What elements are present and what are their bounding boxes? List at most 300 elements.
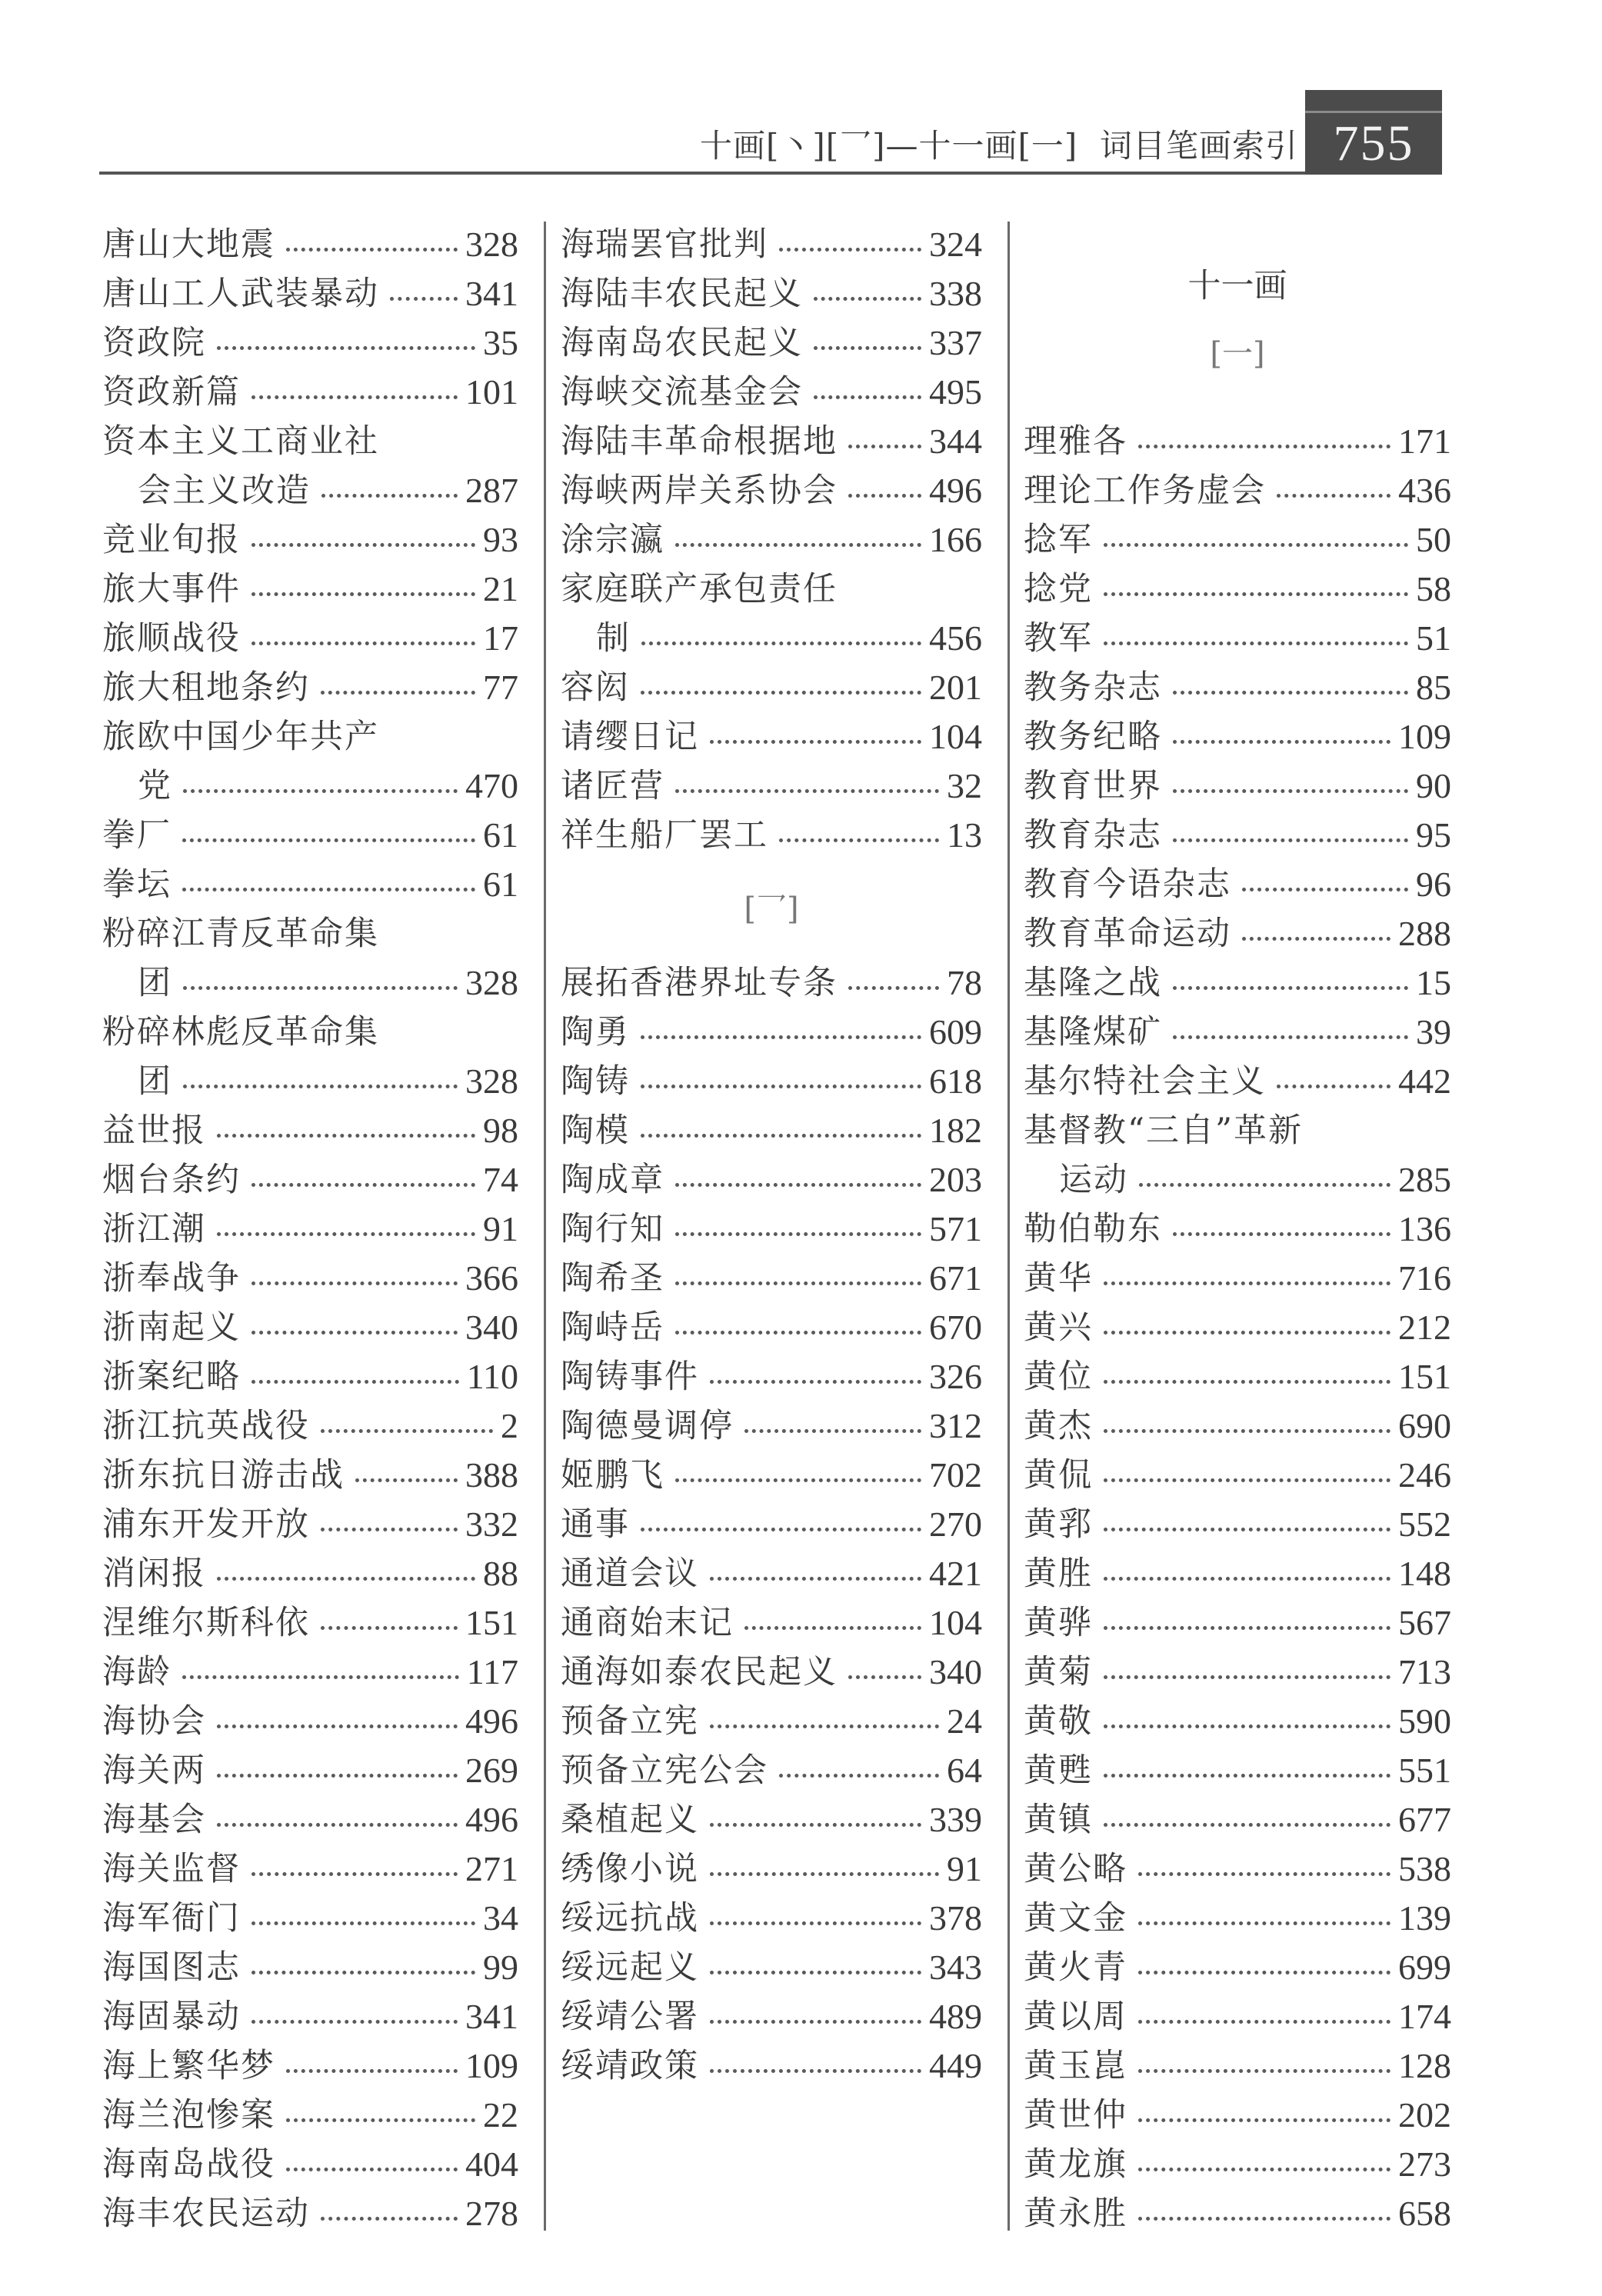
- dot-leader: [641, 1035, 921, 1039]
- entry-page-number: 139: [1398, 1898, 1451, 1938]
- dot-leader: [321, 494, 458, 498]
- dot-leader: [710, 1823, 921, 1827]
- index-entry: [561, 1106, 982, 1155]
- entry-term: 黄兴: [1024, 1308, 1093, 1347]
- index-entry: [102, 1795, 518, 1844]
- dot-leader: [251, 543, 475, 547]
- dot-leader: [1138, 1921, 1391, 1925]
- entry-page-number: 51: [1416, 618, 1451, 658]
- entry-page-number: 436: [1398, 471, 1451, 510]
- entry-term: 陶行知: [561, 1210, 664, 1248]
- dot-leader: [1104, 1675, 1391, 1679]
- index-entry: [561, 1205, 982, 1254]
- entry-term: 教育世界: [1024, 767, 1162, 805]
- entry-page-number: 340: [929, 1652, 982, 1691]
- index-entry: [1024, 761, 1451, 811]
- index-entry: [102, 2140, 518, 2189]
- dot-leader: [1242, 888, 1408, 891]
- entry-term: 海军衙门: [102, 1899, 241, 1938]
- dot-leader: [1138, 2020, 1391, 2024]
- entry-page-number: 388: [465, 1455, 518, 1495]
- dot-leader: [321, 1528, 458, 1531]
- entry-term: 黄公略: [1024, 1850, 1127, 1888]
- entry-term: 团: [138, 1062, 172, 1101]
- index-entry: [102, 1746, 518, 1795]
- index-entry: [1024, 811, 1451, 860]
- entry-term: 绥远抗战: [561, 1899, 699, 1938]
- entry-term: 通商始末记: [561, 1604, 734, 1642]
- entry-term: 涂宗瀛: [561, 521, 664, 559]
- index-entry: [561, 1795, 982, 1844]
- entry-term: 团: [138, 964, 172, 1002]
- entry-page-number: 74: [483, 1160, 518, 1199]
- index-entry: [102, 318, 518, 368]
- entry-term: 祥生船厂罢工: [561, 816, 768, 855]
- index-entry: [1024, 515, 1451, 565]
- index-entry: [102, 1992, 518, 2041]
- entry-term: 海关监督: [102, 1850, 241, 1888]
- index-entry: [102, 1352, 518, 1401]
- entry-page-number: 670: [929, 1308, 982, 1347]
- stroke-subheading: [一]: [1210, 336, 1265, 372]
- dot-leader: [1138, 445, 1391, 448]
- entry-page-number: 442: [1398, 1061, 1451, 1101]
- entry-page-number: 270: [929, 1505, 982, 1544]
- dot-leader: [1139, 1183, 1391, 1187]
- dot-leader: [1138, 2217, 1391, 2221]
- index-entry: [102, 1549, 518, 1598]
- entry-page-number: 34: [483, 1898, 518, 1938]
- index-entry: [102, 1057, 518, 1106]
- entry-term: 教育今语杂志: [1024, 865, 1231, 904]
- entry-page-number: 91: [483, 1209, 518, 1248]
- dot-leader: [744, 1429, 921, 1433]
- entry-term: 陶铸事件: [561, 1358, 699, 1396]
- dot-leader: [675, 1232, 921, 1236]
- entry-term: 唐山大地震: [102, 225, 275, 264]
- index-entry: [561, 1500, 982, 1549]
- dot-leader: [814, 395, 921, 399]
- entry-term: 陶德曼调停: [561, 1407, 734, 1445]
- entry-page-number: 590: [1398, 1701, 1451, 1741]
- index-entry: [1024, 1894, 1451, 1943]
- dot-leader: [251, 641, 475, 645]
- entry-term: 海瑞罢官批判: [561, 225, 768, 264]
- entry-term: 黄杰: [1024, 1407, 1093, 1445]
- entry-term: 浙南起义: [102, 1308, 241, 1347]
- entry-term: 黄甦: [1024, 1751, 1093, 1790]
- index-entry: [561, 614, 982, 663]
- entry-page-number: 32: [947, 766, 982, 805]
- dot-leader: [1173, 986, 1408, 990]
- entry-term: 教育杂志: [1024, 816, 1162, 855]
- dot-leader: [1104, 1478, 1391, 1482]
- entry-term: 勒伯勒东: [1024, 1210, 1162, 1248]
- dot-leader: [251, 1331, 458, 1335]
- entry-page-number: 278: [465, 2194, 518, 2233]
- entry-term: 理雅各: [1024, 422, 1127, 461]
- index-entry: [561, 1254, 982, 1303]
- dot-leader: [286, 248, 458, 252]
- index-entry: [1024, 1992, 1451, 2041]
- dot-leader: [675, 1281, 921, 1285]
- entry-page-number: 99: [483, 1948, 518, 1987]
- entry-term: 捻军: [1024, 521, 1093, 559]
- entry-page-number: 96: [1416, 865, 1451, 904]
- entry-term: 黄文金: [1024, 1899, 1127, 1938]
- dot-leader: [217, 1823, 458, 1827]
- index-entry: [1024, 1057, 1451, 1106]
- dot-leader: [217, 1134, 475, 1138]
- index-column-1: [102, 220, 518, 2238]
- dot-leader: [251, 1281, 458, 1285]
- entry-page-number: 567: [1398, 1603, 1451, 1642]
- entry-page-number: 50: [1416, 520, 1451, 559]
- index-entry: [1024, 2189, 1451, 2238]
- entry-page-number: 538: [1398, 1849, 1451, 1888]
- dot-leader: [1104, 1331, 1391, 1335]
- entry-term: 粉碎江青反革命集: [102, 915, 379, 953]
- entry-term: 海陆丰农民起义: [561, 275, 803, 313]
- index-entry: [561, 466, 982, 515]
- dot-leader: [1138, 1971, 1391, 1974]
- index-entry: [561, 1401, 982, 1451]
- index-entry: [1024, 614, 1451, 663]
- entry-page-number: 2: [501, 1406, 518, 1445]
- dot-leader: [710, 1921, 921, 1925]
- entry-term: 黄华: [1024, 1259, 1093, 1298]
- index-entry: [102, 2041, 518, 2091]
- index-entry: [1024, 1943, 1451, 1992]
- entry-page-number: 489: [929, 1997, 982, 2036]
- entry-term: 海丰农民运动: [102, 2194, 310, 2233]
- index-column-3: [1024, 220, 1451, 2238]
- dot-leader: [1104, 1626, 1391, 1630]
- dot-leader: [710, 1577, 921, 1581]
- dot-leader: [217, 1232, 475, 1236]
- index-entry: [561, 1303, 982, 1352]
- dot-leader: [1104, 1281, 1391, 1285]
- entry-page-number: 671: [929, 1258, 982, 1298]
- entry-page-number: 340: [465, 1308, 518, 1347]
- entry-page-number: 171: [1398, 422, 1451, 461]
- entry-term: 黄敬: [1024, 1702, 1093, 1741]
- entry-term: 桑植起义: [561, 1801, 699, 1839]
- entry-page-number: 344: [929, 422, 982, 461]
- index-entry: [102, 1894, 518, 1943]
- spacer: [1024, 220, 1451, 262]
- entry-page-number: 341: [465, 274, 518, 313]
- entry-term: 消闲报: [102, 1555, 206, 1593]
- index-entry: [1024, 1697, 1451, 1746]
- running-header-title: 十画[丶][乛]—十一画[一] 词目笔画索引: [699, 127, 1298, 165]
- entry-page-number: 702: [929, 1455, 982, 1495]
- entry-term: 绥靖公署: [561, 1998, 699, 2036]
- entry-term: 海上繁华梦: [102, 2047, 275, 2085]
- dot-leader: [183, 986, 458, 990]
- entry-term: 黄玉崑: [1024, 2047, 1127, 2085]
- entry-term: 旅顺战役: [102, 619, 241, 658]
- dot-leader: [641, 1085, 921, 1088]
- entry-page-number: 166: [929, 520, 982, 559]
- dot-leader: [286, 2168, 458, 2171]
- dot-leader: [1138, 2168, 1391, 2171]
- index-entry: [561, 663, 982, 712]
- entry-term: 海基会: [102, 1801, 206, 1839]
- entry-page-number: 571: [929, 1209, 982, 1248]
- entry-page-number: 151: [465, 1603, 518, 1642]
- entry-term: 黄世仲: [1024, 2096, 1127, 2134]
- entry-page-number: 496: [465, 1800, 518, 1839]
- dot-leader: [1104, 641, 1408, 645]
- dot-leader: [710, 2069, 921, 2073]
- index-entry: [102, 1697, 518, 1746]
- dot-leader: [251, 1380, 459, 1384]
- dot-leader: [1104, 543, 1408, 547]
- index-entry: [561, 1598, 982, 1648]
- entry-page-number: 332: [465, 1505, 518, 1544]
- entry-page-number: 287: [465, 471, 518, 510]
- entry-page-number: 609: [929, 1012, 982, 1051]
- index-entry: [561, 318, 982, 368]
- entry-page-number: 109: [465, 2046, 518, 2085]
- entry-term: 浙奉战争: [102, 1259, 241, 1298]
- entry-page-number: 90: [1416, 766, 1451, 805]
- dot-leader: [1104, 1774, 1391, 1778]
- entry-term: 旅大事件: [102, 570, 241, 608]
- index-entry: [102, 1008, 518, 1057]
- entry-term: 拳坛: [102, 865, 172, 904]
- column-divider-1: [544, 222, 546, 2231]
- entry-page-number: 78: [947, 963, 982, 1002]
- entry-term: 陶成章: [561, 1161, 664, 1199]
- index-entry: [561, 515, 982, 565]
- entry-term: 绣像小说: [561, 1850, 699, 1888]
- index-entry: [1024, 2091, 1451, 2140]
- entry-term: 涅维尔斯科依: [102, 1604, 310, 1642]
- entry-term: 绥靖政策: [561, 2047, 699, 2085]
- dot-leader: [251, 1921, 475, 1925]
- dot-leader: [675, 543, 921, 547]
- spacer: [561, 860, 982, 885]
- entry-page-number: 288: [1398, 914, 1451, 953]
- entry-page-number: 337: [929, 323, 982, 362]
- index-entry: [561, 2041, 982, 2091]
- dot-leader: [1104, 1724, 1391, 1728]
- entry-page-number: 312: [929, 1406, 982, 1445]
- entry-page-number: 104: [929, 1603, 982, 1642]
- dot-leader: [1173, 838, 1408, 842]
- index-entry: [561, 1549, 982, 1598]
- dot-leader: [217, 1774, 458, 1778]
- index-entry: [102, 811, 518, 860]
- dot-leader: [1104, 1528, 1391, 1531]
- entry-page-number: 85: [1416, 668, 1451, 707]
- dot-leader: [182, 888, 475, 891]
- entry-term: 唐山工人武装暴动: [102, 275, 379, 313]
- index-entry: [561, 269, 982, 318]
- dot-leader: [848, 1675, 921, 1679]
- entry-page-number: 104: [929, 717, 982, 756]
- entry-term: 海陆丰革命根据地: [561, 422, 838, 461]
- entry-page-number: 64: [947, 1751, 982, 1790]
- entry-term: 黄菊: [1024, 1653, 1093, 1691]
- entry-page-number: 88: [483, 1554, 518, 1593]
- entry-page-number: 495: [929, 372, 982, 412]
- entry-term: 陶勇: [561, 1013, 630, 1051]
- entry-term: 会主义改造: [138, 472, 311, 510]
- entry-page-number: 341: [465, 1997, 518, 2036]
- entry-term: 陶峙岳: [561, 1308, 664, 1347]
- entry-term: 黄龙旗: [1024, 2145, 1127, 2184]
- index-entry: [102, 1500, 518, 1549]
- dot-leader: [641, 641, 921, 645]
- entry-page-number: 39: [1416, 1012, 1451, 1051]
- index-entry: [1024, 712, 1451, 761]
- dot-leader: [710, 1971, 921, 1974]
- entry-term: 陶模: [561, 1111, 630, 1150]
- dot-leader: [710, 1872, 939, 1876]
- entry-term: 陶铸: [561, 1062, 630, 1101]
- entry-page-number: 690: [1398, 1406, 1451, 1445]
- entry-term: 黄侃: [1024, 1456, 1093, 1495]
- index-entry: [102, 1943, 518, 1992]
- entry-page-number: 378: [929, 1898, 982, 1938]
- entry-page-number: 338: [929, 274, 982, 313]
- dot-leader: [217, 346, 475, 350]
- dot-leader: [675, 789, 939, 793]
- entry-page-number: 699: [1398, 1948, 1451, 1987]
- dot-leader: [251, 395, 458, 399]
- index-entry: [1024, 1303, 1451, 1352]
- index-entry: [1024, 1746, 1451, 1795]
- index-entry: [102, 1648, 518, 1697]
- entry-term: 旅大租地条约: [102, 668, 310, 707]
- index-entry: [102, 1598, 518, 1648]
- entry-term: 捻党: [1024, 570, 1093, 608]
- entry-page-number: 17: [483, 618, 518, 658]
- entry-term: 预备立宪公会: [561, 1751, 768, 1790]
- spacer: [1024, 311, 1451, 329]
- entry-term: 浙案纪略: [102, 1358, 241, 1396]
- index-entry: [102, 466, 518, 515]
- entry-page-number: 551: [1398, 1751, 1451, 1790]
- index-entry: [102, 2189, 518, 2238]
- dot-leader: [251, 2020, 458, 2024]
- index-entry: [102, 663, 518, 712]
- dot-leader: [848, 445, 921, 448]
- entry-term: 黄永胜: [1024, 2194, 1127, 2233]
- dot-leader: [814, 346, 921, 350]
- dot-leader: [1138, 1872, 1391, 1876]
- entry-page-number: 110: [466, 1357, 518, 1396]
- entry-page-number: 117: [466, 1652, 518, 1691]
- index-entry: [1024, 1352, 1451, 1401]
- index-entry: [102, 515, 518, 565]
- entry-term: 黄郛: [1024, 1505, 1093, 1544]
- entry-term: 海协会: [102, 1702, 206, 1741]
- entry-term: 制: [596, 619, 631, 658]
- dot-leader: [1242, 937, 1391, 941]
- dot-leader: [217, 1577, 475, 1581]
- dot-leader: [675, 1183, 921, 1187]
- index-entry: [561, 1057, 982, 1106]
- index-entry: [102, 909, 518, 958]
- index-entry: [1024, 909, 1451, 958]
- entry-page-number: 91: [947, 1849, 982, 1888]
- entry-term: 党: [138, 767, 172, 805]
- dot-leader: [814, 297, 921, 301]
- entry-page-number: 456: [929, 618, 982, 658]
- index-entry: [102, 761, 518, 811]
- index-entry: [1024, 1205, 1451, 1254]
- entry-page-number: 22: [483, 2095, 518, 2134]
- entry-page-number: 24: [947, 1701, 982, 1741]
- entry-term: 资本主义工商业社: [102, 422, 379, 461]
- dot-leader: [390, 297, 458, 301]
- entry-term: 益世报: [102, 1111, 206, 1150]
- page-number-box: [1305, 90, 1442, 175]
- index-entry: [561, 1894, 982, 1943]
- dot-leader: [183, 1085, 458, 1088]
- entry-page-number: 324: [929, 225, 982, 264]
- entry-term: 黄火青: [1024, 1948, 1127, 1987]
- dot-leader: [710, 1380, 921, 1384]
- index-entry: [102, 1205, 518, 1254]
- index-entry: [1024, 1795, 1451, 1844]
- entry-page-number: 148: [1398, 1554, 1451, 1593]
- entry-page-number: 552: [1398, 1505, 1451, 1544]
- entry-page-number: 35: [483, 323, 518, 362]
- entry-term: 海国图志: [102, 1948, 241, 1987]
- index-entry: [102, 1155, 518, 1205]
- entry-term: 教务杂志: [1024, 668, 1162, 707]
- entry-page-number: 339: [929, 1800, 982, 1839]
- entry-term: 旅欧中国少年共产: [102, 718, 379, 756]
- entry-page-number: 449: [929, 2046, 982, 2085]
- entry-page-number: 269: [465, 1751, 518, 1790]
- index-entry: [102, 958, 518, 1008]
- entry-page-number: 328: [465, 1061, 518, 1101]
- index-entry: [561, 1155, 982, 1205]
- entry-page-number: 15: [1416, 963, 1451, 1002]
- index-entry: [1024, 417, 1451, 466]
- entry-page-number: 677: [1398, 1800, 1451, 1839]
- index-entry: [102, 1254, 518, 1303]
- index-entry: [102, 860, 518, 909]
- entry-page-number: 271: [465, 1849, 518, 1888]
- entry-page-number: 151: [1398, 1357, 1451, 1396]
- index-entry: [1024, 1008, 1451, 1057]
- dot-leader: [217, 1724, 458, 1728]
- index-entry: [561, 1844, 982, 1894]
- index-entry: [561, 761, 982, 811]
- entry-term: 海龄: [102, 1653, 172, 1691]
- dot-leader: [251, 1872, 458, 1876]
- entry-page-number: 95: [1416, 815, 1451, 855]
- dot-leader: [1173, 1035, 1408, 1039]
- dot-leader: [1277, 1085, 1391, 1088]
- index-entry: [561, 220, 982, 269]
- index-entry: [1024, 1549, 1451, 1598]
- index-entry: [1024, 1598, 1451, 1648]
- entry-term: 浙江抗英战役: [102, 1407, 310, 1445]
- dot-leader: [321, 691, 475, 695]
- index-entry: [561, 1352, 982, 1401]
- entry-page-number: 328: [465, 225, 518, 264]
- entry-term: 浙江潮: [102, 1210, 206, 1248]
- entry-term: 教务纪略: [1024, 718, 1162, 756]
